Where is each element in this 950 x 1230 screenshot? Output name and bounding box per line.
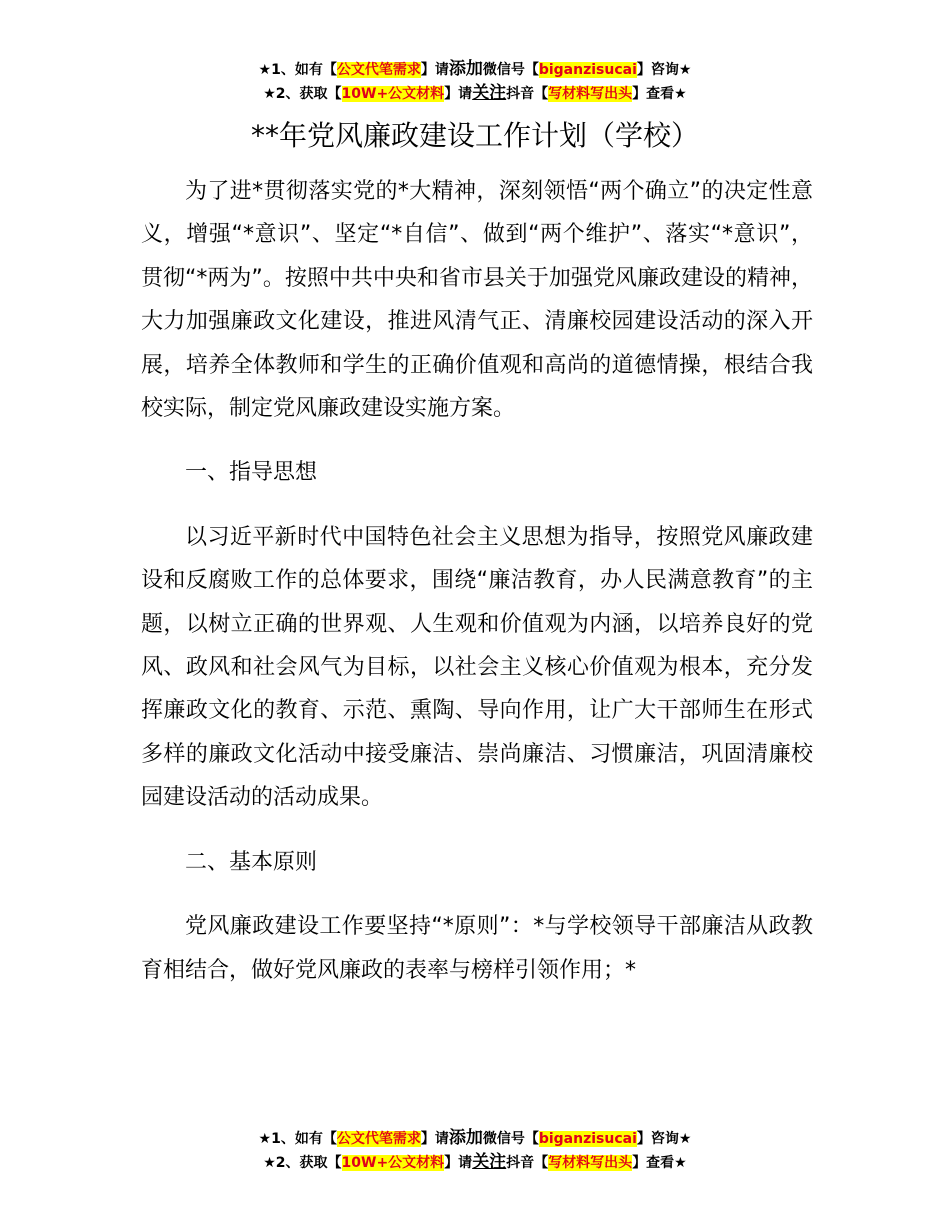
promo-highlight: 10W+公文材料: [341, 86, 445, 102]
promo-douyin-id: 写材料写出头: [548, 1155, 633, 1171]
promo-highlight: 公文代笔需求: [336, 1131, 421, 1147]
promo-highlight: 10W+公文材料: [341, 1155, 445, 1171]
promo-text: ★2、获取【: [263, 1155, 342, 1171]
document-title: **年党风廉政建设工作计划（学校）: [250, 119, 699, 152]
promo-text: 】查看★: [632, 1155, 687, 1171]
section-paragraph-guiding-thought: 以习近平新时代中国特色社会主义思想为指导，按照党风廉政建设和反腐败工作的总体要求，围绕“廉洁教育，办人民满意教育”的主题，以树立正确的世界观、人生观和价值观为内涵，以培养良好的党风、政风和社会风气为目标，以社会主义核心价值观为根本，充分发挥廉政文化的教育、示范、熏陶、导向作用，让广大干部师生在形式多样的廉政文化活动中接受廉洁、崇尚廉洁、习惯廉洁，巩固清廉校园建设活动的活动成果。: [141, 524, 813, 811]
promo-line-2: [0, 1151, 950, 1175]
section-heading-guiding-thought: 一、指导思想: [185, 460, 318, 486]
promo-douyin-id: 写材料写出头: [548, 86, 633, 102]
promo-text: 】请: [444, 86, 473, 102]
promo-text: 】请: [420, 62, 449, 78]
promo-text: 抖音【: [506, 1155, 549, 1171]
promo-wechat-id: biganzisucai: [538, 1131, 637, 1147]
promo-emphasis: 添加: [448, 1128, 483, 1148]
promo-emphasis: 关注: [472, 83, 507, 103]
section-heading-basic-principles: 二、基本原则: [185, 849, 318, 875]
promo-wechat-id: biganzisucai: [538, 62, 637, 78]
promo-text: ★1、如有【: [258, 1131, 337, 1147]
promo-text: 微信号【: [482, 1131, 539, 1147]
promo-text: 】咨询★: [636, 1131, 692, 1147]
promo-text: ★2、获取【: [263, 86, 342, 102]
promo-text: ★1、如有【: [258, 62, 337, 78]
footer-promo-banner: [0, 1127, 950, 1175]
promo-emphasis: 添加: [448, 59, 483, 79]
promo-line-1: [0, 58, 950, 82]
promo-text: 】请: [444, 1155, 473, 1171]
promo-text: 】咨询★: [636, 62, 692, 78]
document-body: [141, 170, 813, 992]
promo-text: 】查看★: [632, 86, 687, 102]
section-paragraph-basic-principles: 党风廉政建设工作要坚持“*原则”：*与学校领导干部廉洁从政教育相结合，做好党风廉政的表率与榜样引领作用；*: [141, 914, 813, 983]
promo-text: 抖音【: [506, 86, 549, 102]
promo-text: 微信号【: [482, 62, 539, 78]
header-promo-banner: [0, 58, 950, 106]
intro-paragraph: 为了进*贯彻落实党的*大精神，深刻领悟“两个确立”的决定性意义，增强“*意识”、坚定“*自信”、做到“两个维护”、落实“*意识”，贯彻“*两为”。按照中共中央和省市县关于加强党风廉政建设的精神，大力加强廉政文化建设，推进风清气正、清廉校园建设活动的深入开展，培养全体教师和学生的正确价值观和高尚的道德情操，根结合我校实际，制定党风廉政建设实施方案。: [141, 179, 813, 422]
promo-line-2: [0, 82, 950, 106]
promo-text: 】请: [420, 1131, 449, 1147]
promo-emphasis: 关注: [472, 1152, 507, 1172]
promo-highlight: 公文代笔需求: [336, 62, 421, 78]
promo-line-1: [0, 1127, 950, 1151]
